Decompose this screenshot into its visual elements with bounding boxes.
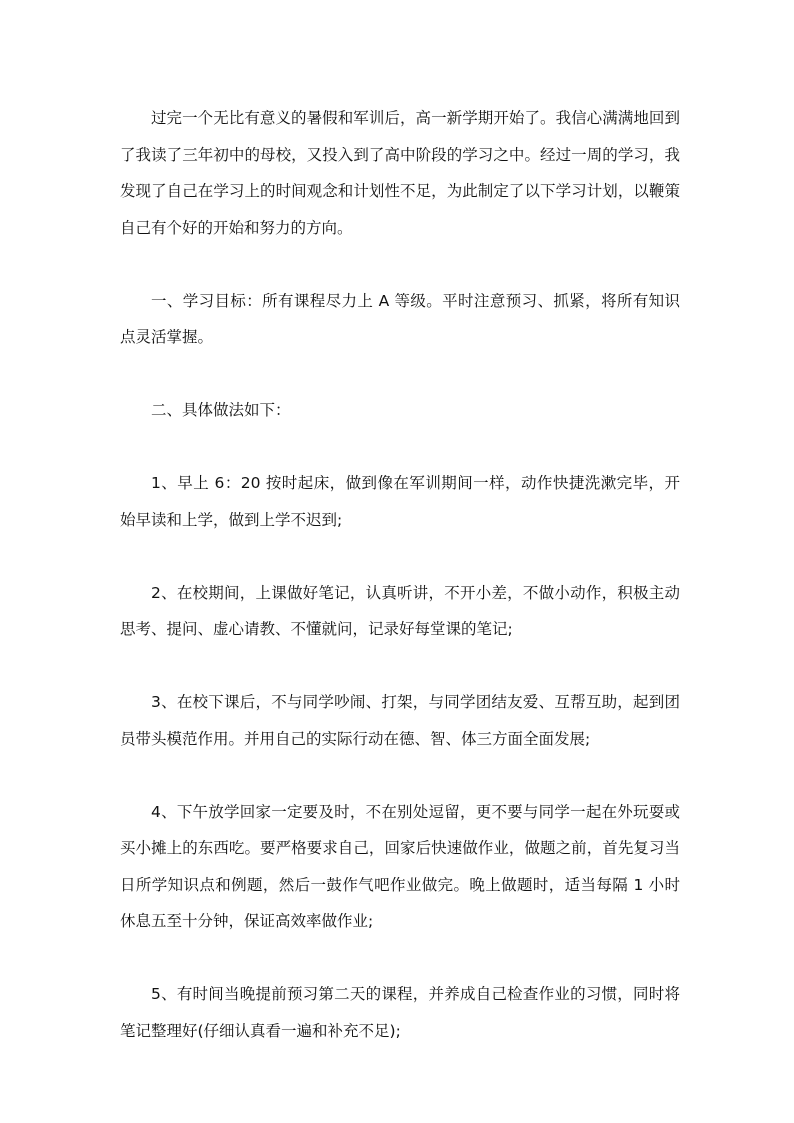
paragraph-spacer [120, 940, 680, 977]
document-body [120, 100, 680, 1049]
paragraph-item-3: 3、在校下课后，不与同学吵闹、打架，与同学团结友爱、互帮互助，起到团员带头模范作用。并用自己的实际行动在德、智、体三方面全面发展; [120, 693, 680, 748]
paragraph-item-5: 5、有时间当晚提前预习第二天的课程，并养成自己检查作业的习惯，同时将笔记整理好(仔细认真看一遍和补充不足); [120, 985, 680, 1040]
paragraph-item-1: 1、早上 6：20 按时起床，做到像在军训期间一样，动作快捷洗漱完毕，开始早读和上学，做到上学不迟到; [120, 474, 680, 529]
paragraph-method-heading: 二、具体做法如下： [151, 401, 291, 419]
paragraph-spacer [120, 538, 680, 575]
paragraph-spacer [120, 648, 680, 685]
paragraph-item-4: 4、下午放学回家一定要及时，不在别处逗留，更不要与同学一起在外玩耍或买小摊上的东西吃。要严格要求自己，回家后快速做作业，做题之前，首先复习当日所学知识点和例题，然后一鼓作气吧作业做完。晚上做题时，适当每隔 1 小时休息五至十分钟，保证高效率做作业; [120, 802, 680, 930]
paragraph-spacer [120, 356, 680, 393]
paragraph-spacer [120, 246, 680, 283]
paragraph-spacer [120, 429, 680, 466]
paragraph-goal: 一、学习目标：所有课程尽力上 A 等级。平时注意预习、抓紧，将所有知识点灵活掌握。 [120, 291, 680, 346]
paragraph-intro: 过完一个无比有意义的暑假和军训后，高一新学期开始了。我信心满满地回到了我读了三年初中的母校，又投入到了高中阶段的学习之中。经过一周的学习，我发现了自己在学习上的时间观念和计划性不足，为此制定了以下学习计划，以鞭策自己有个好的开始和努力的方向。 [120, 109, 680, 237]
paragraph-item-2: 2、在校期间，上课做好笔记，认真听讲，不开小差，不做小动作，积极主动思考、提问、虚心请教、不懂就问，记录好每堂课的笔记; [120, 583, 680, 638]
paragraph-spacer [120, 757, 680, 794]
